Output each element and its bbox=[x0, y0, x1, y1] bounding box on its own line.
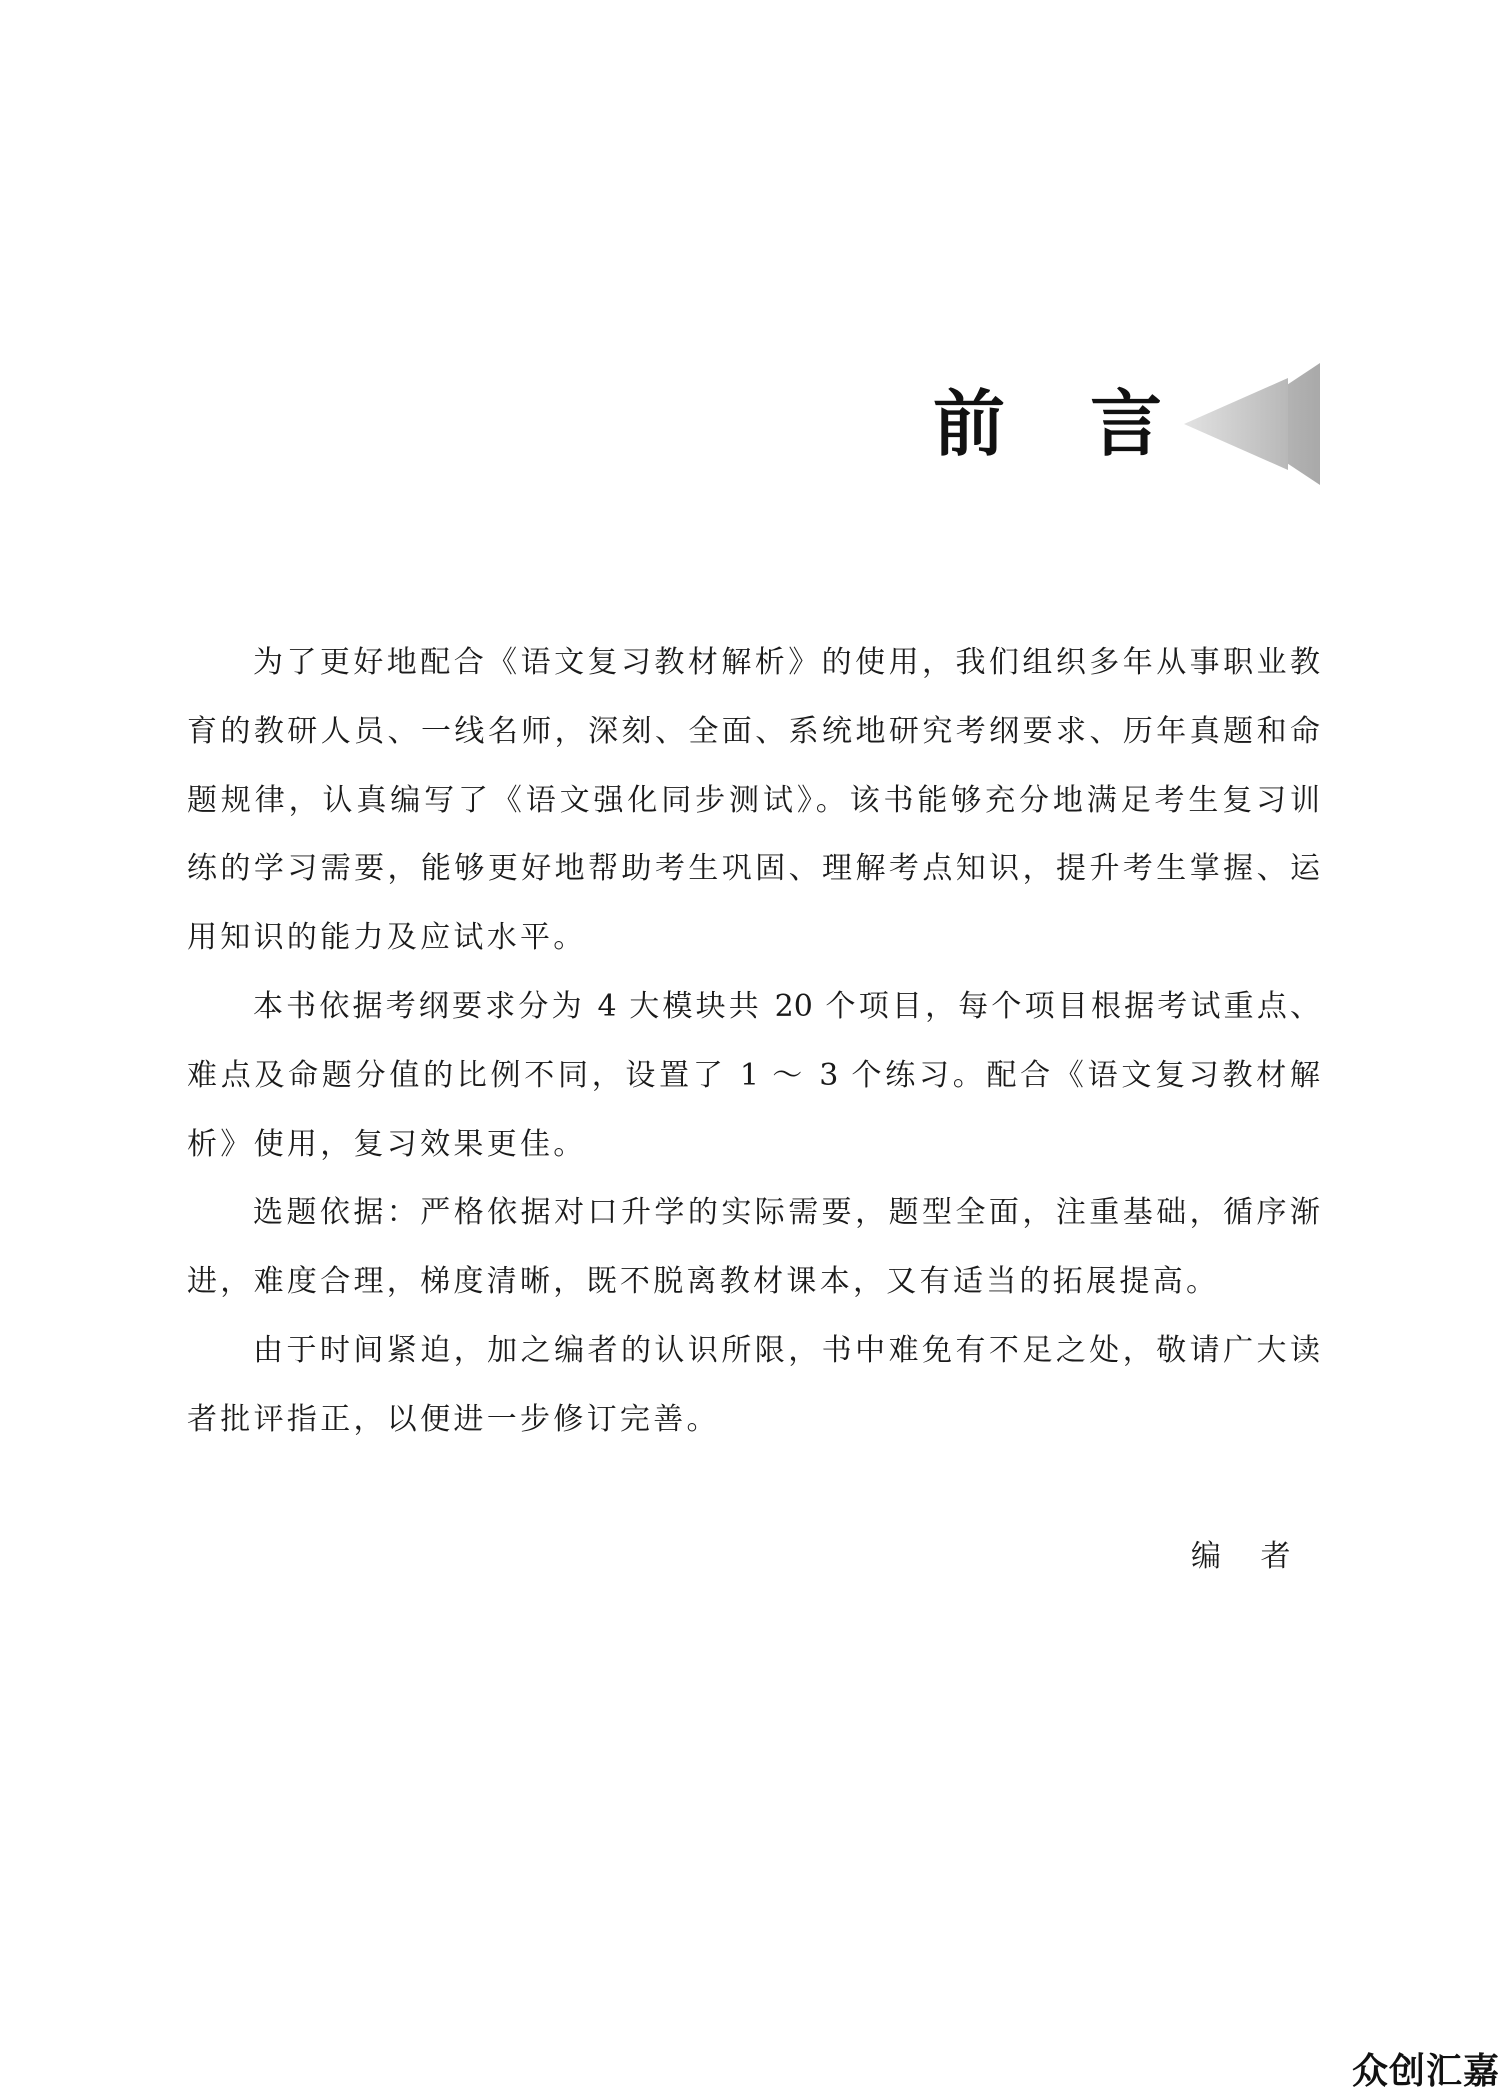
preface-body bbox=[187, 629, 1320, 1455]
paragraph-2-line-1: 本书依据考纲要求分为 4 大模块共 20 个项目，每个项目根据考试重点、 bbox=[253, 988, 1320, 1024]
paragraph-1-line-4: 练的学习需要，能够更好地帮助考生巩固、理解考点知识，提升考生掌握、运 bbox=[187, 851, 1320, 887]
paragraph-4-line-2: 者批评指正，以便进一步修订完善。 bbox=[187, 1401, 720, 1437]
paragraph-1-line-1: 为了更好地配合《语文复习教材解析》的使用，我们组织多年从事职业教 bbox=[253, 645, 1320, 680]
author-signature: 编 者 bbox=[1191, 1539, 1291, 1574]
paragraph-2-line-2: 难点及命题分值的比例不同，设置了 1 ～ 3 个练习。配合《语文复习教材解 bbox=[187, 1057, 1320, 1093]
arrow-front-shape bbox=[1184, 378, 1288, 470]
paragraph-3-line-1: 选题依据：严格依据对口升学的实际需要，题型全面，注重基础，循序渐 bbox=[253, 1195, 1320, 1231]
double-arrow-left-icon bbox=[1180, 360, 1324, 488]
paragraph-3-line-2: 进，难度合理，梯度清晰，既不脱离教材课本，又有适当的拓展提高。 bbox=[187, 1264, 1220, 1300]
paragraph-4-line-1: 由于时间紧迫，加之编者的认识所限，书中难免有不足之处，敬请广大读 bbox=[253, 1332, 1320, 1368]
paragraph-1-line-5: 用知识的能力及应试水平。 bbox=[187, 920, 587, 956]
paragraph-2-line-3: 析》使用，复习效果更佳。 bbox=[187, 1126, 587, 1162]
page-title: 前 言 bbox=[933, 381, 1163, 466]
paragraph-1-line-2: 育的教研人员、一线名师，深刻、全面、系统地研究考纲要求、历年真题和命 bbox=[187, 713, 1320, 749]
paragraph-1-line-3: 题规律，认真编写了《语文强化同步测试》。该书能够充分地满足考生复习训 bbox=[187, 782, 1320, 818]
watermark-logo: 众创汇嘉 bbox=[1351, 2051, 1500, 2092]
